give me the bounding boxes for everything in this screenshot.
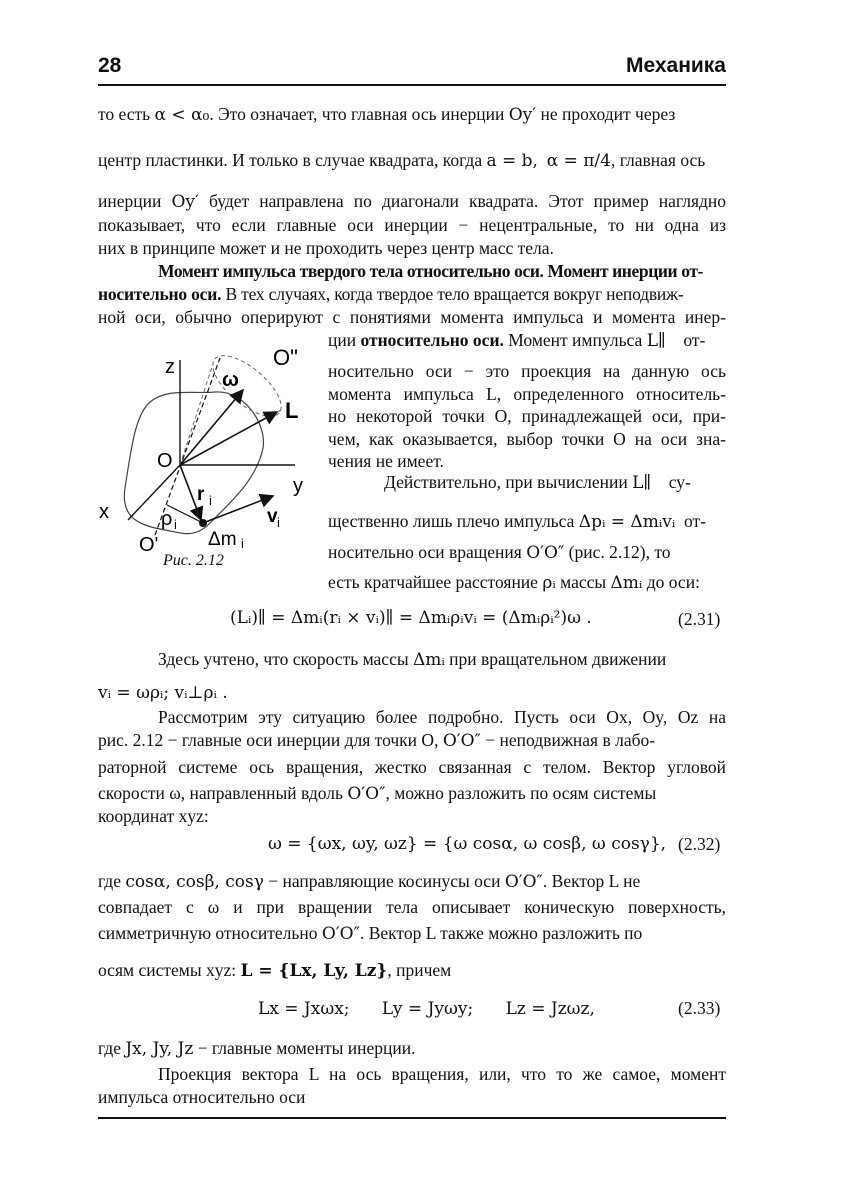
label-o-prime: O' <box>139 534 159 556</box>
label-y: y <box>293 475 303 497</box>
p1-line2: центр пластинки. И только в случае квадрата, когда a = b, α = π/4, главная ось <box>98 150 706 171</box>
label-rho-sub: i <box>174 517 177 532</box>
p5-line4: скорости ω, направленный вдоль O′O″, можно разложить по осям системы <box>98 783 657 804</box>
label-omega: ω <box>222 369 239 391</box>
p5-line5: координат xyz: <box>98 806 209 826</box>
label-o-double: O" <box>273 345 298 370</box>
p3-line3: носительно оси вращения O′O″ (рис. 2.12), то <box>328 542 671 563</box>
p2-line8: чем, как оказывается, выбор точки O на оси зна- <box>328 429 726 449</box>
label-r-sub: i <box>209 493 212 508</box>
p1-line5: них в принципе может и не проходить через центр масс тела. <box>98 238 554 258</box>
label-z: z <box>165 356 175 378</box>
p2-line5: носительно оси − это проекция на данную ось <box>328 361 726 381</box>
equation-2-32-number: (2.32) <box>678 834 721 854</box>
label-v: v <box>267 506 278 527</box>
p3-line4: есть кратчайшее расстояние ρᵢ массы Δmᵢ до оси: <box>328 572 700 593</box>
equation-2-32: ω = {ωx, ωy, ωz} = {ω cosα, ω cosβ, ω cosγ}, <box>268 834 667 854</box>
label-L: L <box>285 398 299 423</box>
p1-line3: инерции Oy′ будет направлена по диагонали квадрата. Этот пример наглядно <box>98 191 727 212</box>
p8-line2: импульса относительно оси <box>98 1087 306 1107</box>
footer-rule <box>98 1117 726 1119</box>
label-dm-sub: i <box>241 536 244 551</box>
mass-point <box>199 519 207 527</box>
p6-line2: совпадает с ω и при вращении тела описывает коническую поверхность, <box>98 897 726 917</box>
v-vector <box>203 496 273 523</box>
p2-line6: момента импульса L, определенного относитель- <box>328 384 726 404</box>
header-rule <box>98 84 726 86</box>
p5-line3: раторной системе ось вращения, жестко связанная с телом. Вектор угловой <box>98 757 726 777</box>
page-number: 28 <box>98 54 122 77</box>
equation-2-31: (Lᵢ)∥ = Δmᵢ(rᵢ × vᵢ)∥ = Δmᵢρᵢvᵢ = (Δmᵢρᵢ²)ω . <box>230 608 592 628</box>
p5-line1: Рассмотрим эту ситуацию более подробно. Пусть оси Ox, Oy, Oz на <box>158 707 726 727</box>
p4-line1: Здесь учтено, что скорость массы Δmᵢ при вращательном движении <box>158 649 667 670</box>
page-header <box>98 54 726 84</box>
equation-2-31-number: (2.31) <box>678 609 721 629</box>
label-v-sub: i <box>277 515 280 530</box>
rigid-body-outline <box>124 392 263 534</box>
label-r: r <box>197 484 205 505</box>
rho-segment <box>167 505 203 523</box>
label-x: x <box>99 501 109 523</box>
equation-2-33-number: (2.33) <box>678 998 721 1018</box>
p2-bold-heading: Момент импульса твердого тела относительно оси. Момент инерции от- <box>158 261 703 281</box>
p4-line2: vᵢ = ωρᵢ; vᵢ⊥ρᵢ . <box>98 683 228 703</box>
p7-line1: где Jx, Jy, Jz − главные моменты инерции. <box>98 1038 416 1059</box>
p2-line2: носительно оси. В тех случаях, когда твердое тело вращается вокруг неподвиж- <box>98 284 684 304</box>
p8-line1: Проекция вектора L на ось вращения, или, что то же самое, момент <box>158 1064 726 1084</box>
label-rho: ρ <box>161 508 173 530</box>
p1-line4: показывает, что если главные оси инерции − нецентральные, то ни одна из <box>98 215 726 235</box>
figure-2-12 <box>95 330 325 575</box>
p5-line2: рис. 2.12 − главные оси инерции для точки O, O′O″ − неподвижная в лабо- <box>98 730 656 751</box>
p3-line1: Действительно, при вычислении L∥ су- <box>384 472 691 493</box>
p2-line9: чения не имеет. <box>328 451 444 471</box>
figure-caption: Рис. 2.12 <box>163 552 224 569</box>
label-o: O <box>157 450 173 472</box>
p1-line1: то есть α < α₀. Это означает, что главная ось инерции Oy′ не проходит через <box>98 104 676 125</box>
L-vector <box>180 412 277 465</box>
p3-line2: щественно лишь плечо импульса Δpᵢ = Δmᵢvᵢ от- <box>328 511 707 532</box>
omega-vector <box>180 390 243 465</box>
p6-line4: осям системы xyz: L = {Lx, Ly, Lz}, причем <box>98 960 452 981</box>
p2-line4: ции относительно оси. Момент импульса L∥ от- <box>328 330 706 351</box>
equation-2-33: Lx = Jxωx; Ly = Jyωy; Lz = Jzωz, <box>258 999 595 1019</box>
chapter-title: Механика <box>625 54 726 77</box>
p6-line1: где cosα, cosβ, cosγ − направляющие косинусы оси O′O″. Вектор L не <box>98 871 641 892</box>
p2-line3: ной оси, обычно оперируют с понятиями момента импульса и момента инер- <box>98 307 726 327</box>
p6-line3: симметричную относительно O′O″. Вектор L также можно разложить по <box>98 923 643 944</box>
p2-line7: но некоторой точки O, принадлежащей оси, при- <box>328 406 726 426</box>
label-dm: Δm <box>208 529 237 550</box>
